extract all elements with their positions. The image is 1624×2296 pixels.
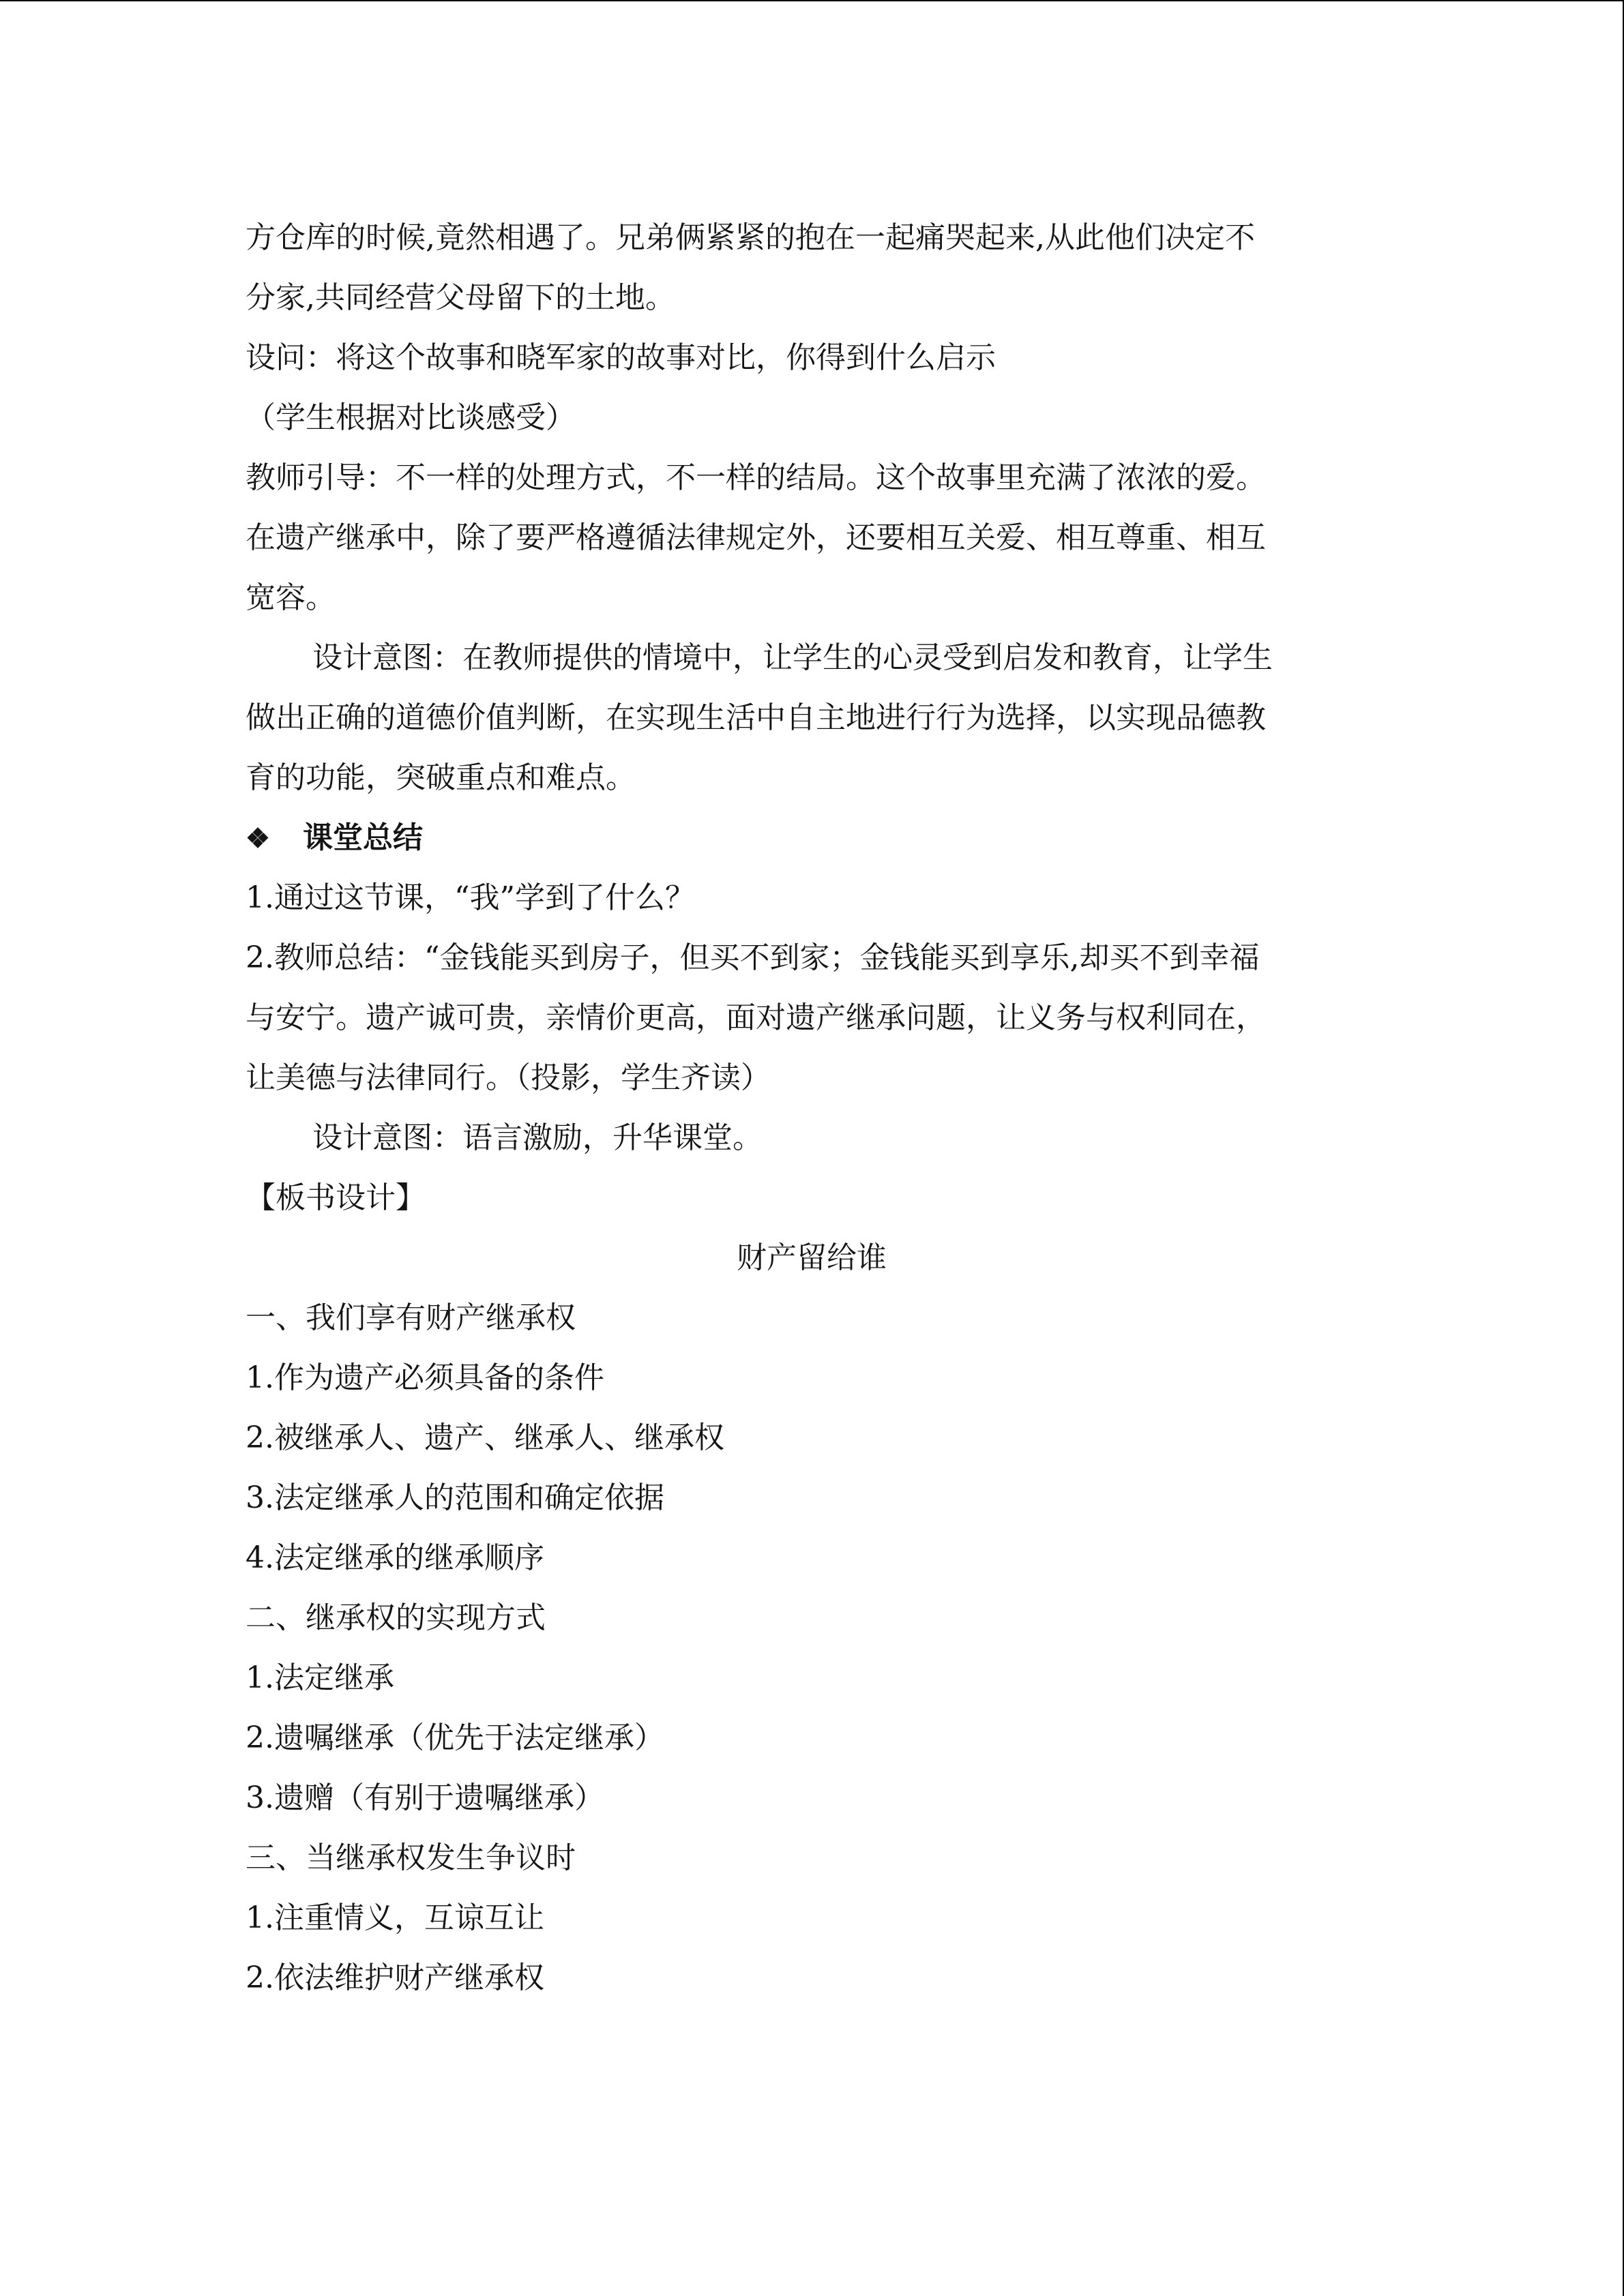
summary-title: 课堂总结 xyxy=(303,820,423,855)
board-section-1-heading: 一、我们享有财产继承权 xyxy=(246,1300,576,1335)
board-section-1-item-2: 2.被继承人、遗产、继承人、继承权 xyxy=(246,1420,724,1455)
board-section-1-item-4: 4.法定继承的继承顺序 xyxy=(246,1540,544,1575)
question-line: 设问：将这个故事和晓军家的故事对比，你得到什么启示 xyxy=(246,340,996,375)
design-intent-2-line: 设计意图：语言激励，升华课堂。 xyxy=(312,1120,763,1155)
board-section-2-item-3: 3.遗赠（有别于遗嘱继承） xyxy=(246,1780,604,1815)
summary-item-2-line-1: 2.教师总结：“金钱能买到房子，但买不到家；金钱能买到享乐,却买不到幸福 xyxy=(246,940,1260,975)
story-line-2: 分家,共同经营父母留下的土地。 xyxy=(246,280,675,315)
page-content xyxy=(246,208,1378,2008)
student-activity-line: （学生根据对比谈感受） xyxy=(246,400,576,435)
board-label: 【板书设计】 xyxy=(246,1180,426,1215)
board-section-3-item-1: 1.注重情义，互谅互让 xyxy=(246,1900,544,1935)
story-line-1: 方仓库的时候,竟然相遇了。兄弟俩紧紧的抱在一起痛哭起来,从此他们决定不 xyxy=(246,220,1255,255)
board-section-2-item-2: 2.遗嘱继承（优先于法定继承） xyxy=(246,1720,664,1755)
board-section-1-item-1: 1.作为遗产必须具备的条件 xyxy=(246,1360,604,1395)
board-section-3-heading: 三、当继承权发生争议时 xyxy=(246,1840,576,1875)
design-intent-1-line-1: 设计意图：在教师提供的情境中，让学生的心灵受到启发和教育，让学生 xyxy=(312,640,1273,675)
board-section-2-heading: 二、继承权的实现方式 xyxy=(246,1600,546,1635)
summary-item-2-line-2: 与安宁。遗产诚可贵，亲情价更高，面对遗产继承问题，让义务与权利同在， xyxy=(246,1000,1266,1035)
diamond-bullet-icon: ❖ xyxy=(246,822,270,854)
board-section-2-item-1: 1.法定继承 xyxy=(246,1660,394,1695)
board-title: 财产留给谁 xyxy=(737,1240,887,1275)
design-intent-1-line-3: 育的功能，突破重点和难点。 xyxy=(246,760,636,795)
teacher-guide-line-2: 在遗产继承中，除了要严格遵循法律规定外，还要相互关爱、相互尊重、相互 xyxy=(246,520,1266,555)
summary-item-2-line-3: 让美德与法律同行。（投影，学生齐读） xyxy=(246,1060,771,1095)
board-section-1-item-3: 3.法定继承人的范围和确定依据 xyxy=(246,1480,664,1515)
summary-item-1: 1.通过这节课，“我”学到了什么？ xyxy=(246,880,695,915)
teacher-guide-line-3: 宽容。 xyxy=(246,580,336,615)
board-section-3-item-2: 2.依法维护财产继承权 xyxy=(246,1960,544,1995)
summary-heading xyxy=(246,808,1378,868)
design-intent-1-line-2: 做出正确的道德价值判断，在实现生活中自主地进行行为选择，以实现品德教 xyxy=(246,700,1266,735)
teacher-guide-line-1: 教师引导：不一样的处理方式，不一样的结局。这个故事里充满了浓浓的爱。 xyxy=(246,460,1266,495)
